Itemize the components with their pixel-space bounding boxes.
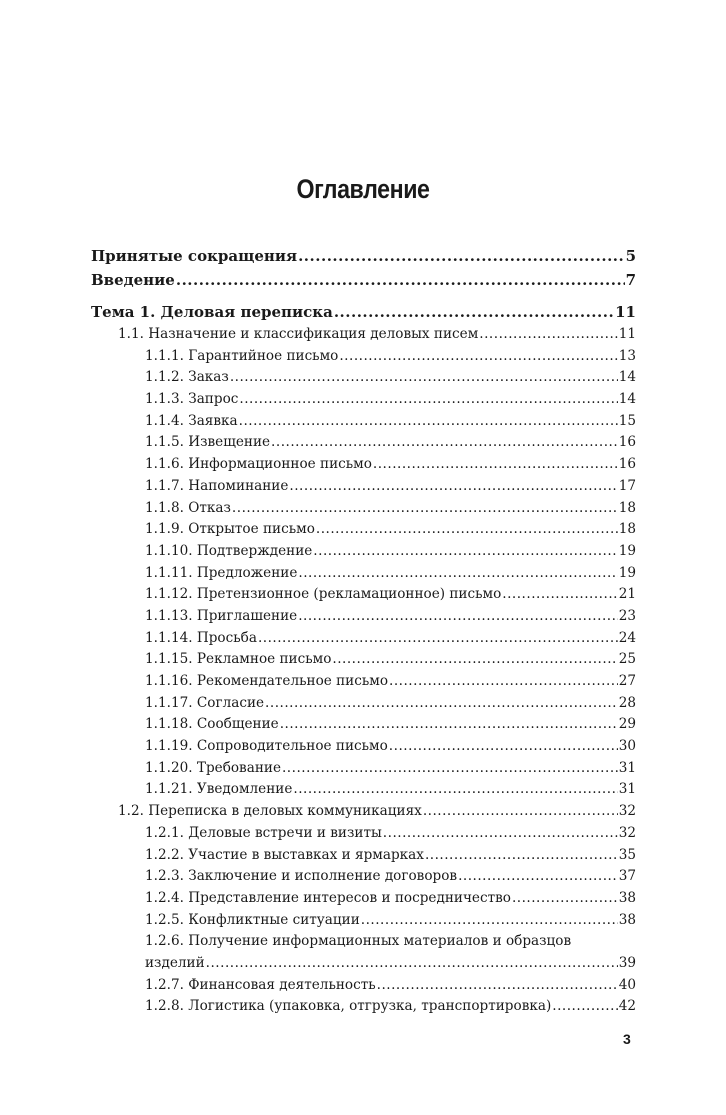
dot-leader xyxy=(230,367,618,389)
dot-leader xyxy=(502,584,617,606)
toc-entry-title: 1.1.11. Предложение xyxy=(145,564,298,581)
dot-leader xyxy=(389,736,618,758)
dot-leader xyxy=(265,693,618,715)
dot-leader xyxy=(423,801,618,823)
toc-entry-page: 29 xyxy=(618,716,636,733)
dot-leader xyxy=(425,845,618,867)
dot-leader xyxy=(232,498,618,520)
toc-entry-page: 38 xyxy=(618,889,636,906)
toc-entry-abbreviations[interactable] xyxy=(91,244,636,268)
toc-entry-page: 27 xyxy=(618,673,636,689)
toc-entry-page: 23 xyxy=(618,607,636,624)
dot-leader xyxy=(512,888,618,910)
dot-leader xyxy=(298,244,624,268)
toc-entry-topic-1[interactable] xyxy=(91,300,636,324)
toc-entry[interactable] xyxy=(91,693,636,715)
toc-entry-introduction[interactable] xyxy=(91,268,636,292)
toc-entry-title: 1.1.20. Требование xyxy=(145,759,281,776)
toc-entry[interactable] xyxy=(91,736,636,758)
table-of-contents xyxy=(91,244,636,1018)
dot-leader xyxy=(479,324,617,346)
dot-leader xyxy=(552,996,617,1018)
toc-entry-page: 17 xyxy=(618,477,636,494)
toc-entry[interactable] xyxy=(91,411,636,433)
toc-entry[interactable] xyxy=(91,910,636,932)
dot-leader xyxy=(280,714,618,736)
toc-entry-page: 16 xyxy=(618,434,636,451)
toc-entry-title: 1.1.4. Заявка xyxy=(145,412,238,429)
toc-entry[interactable] xyxy=(91,996,636,1018)
toc-entry[interactable] xyxy=(91,476,636,498)
toc-entry-title: 1.1.12. Претензионное (рекламационное) письмо xyxy=(145,586,502,603)
toc-entry[interactable] xyxy=(91,584,636,606)
toc-entry-title-line1: 1.2.6. Получение информационных материалов и образцов xyxy=(145,933,572,950)
toc-entry-page: 14 xyxy=(618,391,636,408)
toc-entry-title: 1.1.17. Согласие xyxy=(145,694,265,711)
toc-entry-title: 1.1.1. Гарантийное письмо xyxy=(145,347,339,364)
toc-entry-title: 1.2.4. Представление интересов и посредничество xyxy=(145,889,511,906)
toc-entry-page: 21 xyxy=(618,586,636,603)
page-number: 3 xyxy=(623,1031,631,1047)
toc-entry-title-line2: изделий xyxy=(145,954,205,971)
dot-leader xyxy=(313,541,617,563)
toc-entry[interactable] xyxy=(91,346,636,368)
toc-entry-title: 1.1.2. Заказ xyxy=(145,369,229,386)
toc-entry-page: 28 xyxy=(618,694,636,711)
dot-leader xyxy=(239,389,617,411)
toc-entry-page: 13 xyxy=(618,347,636,364)
toc-entry[interactable] xyxy=(91,845,636,867)
toc-entry[interactable] xyxy=(91,498,636,520)
dot-leader xyxy=(239,411,618,433)
dot-leader xyxy=(339,346,617,368)
toc-entry-page: 38 xyxy=(618,911,636,928)
toc-entry[interactable] xyxy=(91,432,636,454)
toc-entry-title: Тема 1. Деловая переписка xyxy=(91,303,333,321)
toc-entry-page: 35 xyxy=(618,846,636,863)
toc-entry[interactable] xyxy=(91,671,636,693)
toc-entry[interactable] xyxy=(91,758,636,780)
dot-leader xyxy=(298,606,617,628)
toc-entry-page: 18 xyxy=(618,499,636,516)
toc-entry[interactable] xyxy=(91,975,636,997)
dot-leader xyxy=(332,649,617,671)
toc-entry-title: 1.1.3. Запрос xyxy=(145,391,239,408)
dot-leader xyxy=(361,910,618,932)
toc-entry-wrapped[interactable] xyxy=(91,931,636,974)
toc-entry[interactable] xyxy=(91,649,636,671)
dot-leader xyxy=(206,953,618,975)
page-title: Оглавление xyxy=(296,174,430,204)
dot-leader xyxy=(293,779,617,801)
toc-entry-page: 40 xyxy=(618,976,636,993)
toc-entry-title: 1.1.21. Уведомление xyxy=(145,781,293,798)
dot-leader xyxy=(389,671,618,693)
toc-entry-page: 19 xyxy=(618,564,636,581)
toc-entry-title: 1.2.7. Финансовая деятельность xyxy=(145,976,376,993)
toc-entry-title: 1.1.16. Рекомендательное письмо xyxy=(145,673,389,689)
toc-entry-page: 25 xyxy=(618,651,636,668)
toc-entry-page: 32 xyxy=(618,803,636,820)
toc-entry-page: 30 xyxy=(618,738,636,755)
toc-entry-title: 1.1.15. Рекламное письмо xyxy=(145,651,332,668)
toc-entry[interactable] xyxy=(91,714,636,736)
toc-entry-title: 1.1.7. Напоминание xyxy=(145,477,289,494)
toc-entry-page: 42 xyxy=(618,998,636,1015)
toc-entry-title: 1.1.13. Приглашение xyxy=(145,607,298,624)
toc-entry[interactable] xyxy=(91,563,636,585)
dot-leader xyxy=(316,519,618,541)
toc-entry-page: 31 xyxy=(618,781,636,798)
toc-entry-title: 1.1.14. Просьба xyxy=(145,629,257,646)
dot-leader xyxy=(176,268,625,292)
dot-leader xyxy=(282,758,618,780)
toc-entry-title: 1.1.6. Информационное письмо xyxy=(145,456,372,473)
toc-entry-title: 1.2.1. Деловые встречи и визиты xyxy=(145,824,382,841)
toc-entry-title: 1.2.2. Участие в выставках и ярмарках xyxy=(145,846,424,863)
toc-entry-page: 32 xyxy=(618,824,636,841)
dot-leader xyxy=(289,476,617,498)
toc-entry-page: 37 xyxy=(618,868,636,885)
dot-leader xyxy=(271,432,618,454)
toc-entry[interactable] xyxy=(91,367,636,389)
toc-entry-title: 1.1.9. Открытое письмо xyxy=(145,521,315,538)
toc-entry-title: 1.2.8. Логистика (упаковка, отгрузка, транспортировка) xyxy=(145,998,552,1015)
toc-entry-title: Введение xyxy=(91,271,175,289)
toc-entry-page: 11 xyxy=(618,326,636,342)
toc-entry-title: 1.1.5. Извещение xyxy=(145,434,271,451)
toc-entry[interactable] xyxy=(91,779,636,801)
toc-entry-section-1-2[interactable] xyxy=(91,801,636,823)
toc-entry-page: 14 xyxy=(618,369,636,386)
dot-leader xyxy=(373,454,618,476)
toc-entry[interactable] xyxy=(91,888,636,910)
toc-entry-title: 1.1. Назначение и классификация деловых писем xyxy=(118,326,479,342)
toc-entry[interactable] xyxy=(91,541,636,563)
toc-entry-page: 24 xyxy=(618,629,636,646)
dot-leader xyxy=(377,975,618,997)
toc-entry-title: 1.1.19. Сопроводительное письмо xyxy=(145,738,388,755)
toc-entry-title: 1.1.8. Отказ xyxy=(145,499,231,516)
toc-entry-title: 1.1.18. Сообщение xyxy=(145,716,279,733)
toc-entry-title: 1.2.3. Заключение и исполнение договоров xyxy=(145,868,458,885)
toc-entry[interactable] xyxy=(91,389,636,411)
toc-entry[interactable] xyxy=(91,519,636,541)
dot-leader xyxy=(383,823,618,845)
toc-entry-page: 15 xyxy=(618,412,636,429)
toc-entry[interactable] xyxy=(91,823,636,845)
toc-entry-page: 16 xyxy=(618,456,636,473)
toc-entry-page: 19 xyxy=(618,542,636,559)
toc-entry-page: 11 xyxy=(615,303,636,321)
toc-entry-page: 39 xyxy=(618,954,636,971)
toc-entry[interactable] xyxy=(91,454,636,476)
dot-leader xyxy=(298,563,617,585)
toc-entry-title: 1.2. Переписка в деловых коммуникациях xyxy=(118,803,422,820)
toc-entry-page: 31 xyxy=(618,759,636,776)
toc-entry-page: 18 xyxy=(618,521,636,538)
toc-entry[interactable] xyxy=(91,606,636,628)
toc-entry-page: 7 xyxy=(625,271,636,289)
toc-entry-section-1-1[interactable] xyxy=(91,324,636,346)
dot-leader xyxy=(458,866,618,888)
dot-leader xyxy=(258,628,618,650)
toc-entry[interactable] xyxy=(91,628,636,650)
toc-entry-page: 5 xyxy=(625,247,636,265)
toc-entry-title: Принятые сокращения xyxy=(91,247,298,265)
dot-leader xyxy=(334,300,614,324)
toc-entry-title: 1.1.10. Подтверждение xyxy=(145,542,313,559)
toc-entry[interactable] xyxy=(91,866,636,888)
toc-entry-title: 1.2.5. Конфликтные ситуации xyxy=(145,911,360,928)
